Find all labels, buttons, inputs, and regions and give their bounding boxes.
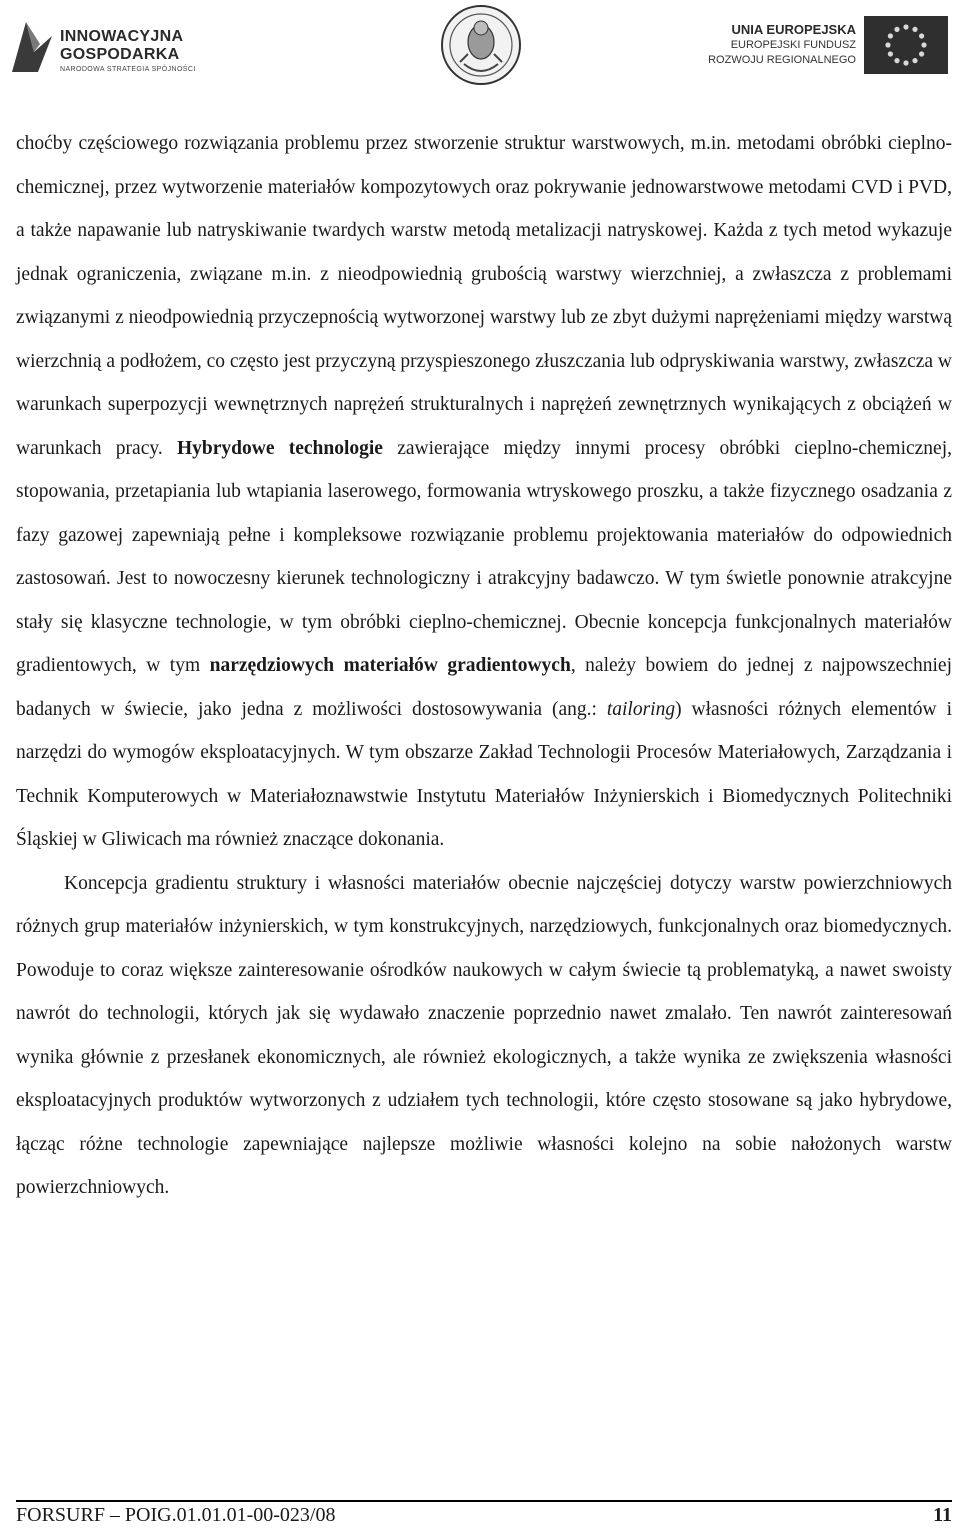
footer-divider	[16, 1500, 952, 1502]
paragraph-1-part-2: zawierające między innymi procesy obróbki cieplno-chemicznej, stopowania, przetapiania lub wtapiania laserowego, formowania wtryskowego proszku, a także fizycznego osadzania z fazy gazowej zapewniają pełne i kompleksowe rozwiązanie problemu projektowania materiałów do odpowiednich zastosowań. Jest to nowoczesny kierunek technologiczny i atrakcyjny badawczo. W tym świetle ponownie atrakcyjne stały się klasyczne technologie, w tym obróbki cieplno-chemicznej. Obecnie koncepcja funkcjonalnych materiałów gradientowych, w tym	[16, 437, 952, 676]
logo-right-line2: EUROPEJSKI FUNDUSZ	[730, 39, 856, 51]
paragraph-1-part-3: , należy bowiem do jednej z najpowszechniej badanych w świecie, jako jedna z możliwości dostosowywania (ang.:	[16, 655, 952, 720]
institution-seal-icon	[440, 4, 522, 86]
logo-left-line2: GOSPODARKA	[60, 46, 180, 63]
paragraph-1	[16, 122, 952, 862]
paragraph-2: Koncepcja gradientu struktury i własności materiałów obecnie najczęściej dotyczy warstw powierzchniowych różnych grup materiałów inżynierskich, w tym konstrukcyjnych, narzędziowych, funkcjonalnych oraz biomedycznych. Powoduje to coraz większe zainteresowanie ośrodków naukowych w całym świecie tą problematyką, a nawet swoisty nawrót do technologii, których jak się wydawało znaczenie poprzednio nawet zmalało. Ten nawrót zainteresowań wynika głównie z przesłanek ekonomicznych, ale również ekologicznych, a także wynika ze zwiększenia własności eksploatacyjnych produktów wytworzonych z udziałem tych technologii, które często stosowane są jako hybrydowe, łącząc różne technologie zapewniające najlepsze możliwie własności kolejno na sobie nałożonych warstw powierzchniowych.	[16, 872, 952, 1198]
logo-right-line1: UNIA EUROPEJSKA	[731, 22, 856, 37]
emphasis-tailoring: tailoring	[606, 698, 676, 720]
page-header	[0, 0, 960, 96]
logo-left-line3: NARODOWA STRATEGIA SPÓJNOŚCI	[60, 66, 196, 73]
logo-left-line1: INNOWACYJNA	[60, 28, 184, 45]
footer-project-reference: FORSURF – POIG.01.01.01-00-023/08	[16, 1504, 336, 1526]
innowacyjna-gospodarka-mark-icon	[12, 22, 52, 72]
emphasis-gradient-tool-materials: narzędziowych materiałów gradientowych	[209, 655, 571, 676]
paragraph-1-part-4: ) własności różnych elementów i narzędzi do wymogów eksploatacyjnych. W tym obszarze Zakład Technologii Procesów Materiałowych, Zarządzania i Technik Komputerowych w Materiałoznawstwie Instytutu Materiałów Inżynierskich i Biomedycznych Politechniki Śląskiej w Gliwicach ma również znaczące dokonania.	[16, 698, 952, 850]
innowacyjna-gospodarka-logo	[8, 14, 208, 78]
paragraph-1-part-1: choćby częściowego rozwiązania problemu przez stworzenie struktur warstwowych, m.in. metodami obróbki cieplno-chemicznej, przez wytworzenie materiałów kompozytowych oraz pokrywanie jednowarstwowe metodami CVD i PVD, a także napawanie lub natryskiwanie twardych warstw metodą metalizacji natryskowej. Każda z tych metod wykazuje jednak ograniczenia, związane m.in. z nieodpowiednią grubością warstwy wierzchniej, a zwłaszcza z problemami związanymi z nieodpowiednią przyczepnością wytworzonej warstwy lub ze zbyt dużymi naprężeniami między warstwą wierzchnią a podłożem, co często jest przyczyną przyspieszonego złuszczania lub odpryskiwania warstwy, zwłaszcza w warunkach superpozycji wewnętrznych naprężeń strukturalnych i naprężeń zewnętrznych wynikających z obciążeń w warunkach pracy.	[16, 133, 952, 459]
logo-right-line3: ROZWOJU REGIONALNEGO	[708, 54, 856, 66]
page-number: 11	[933, 1504, 952, 1526]
eu-flag-icon	[864, 16, 948, 74]
document-body	[16, 122, 952, 1210]
emphasis-hybrid-technologies: Hybrydowe technologie	[176, 437, 383, 459]
page-footer	[16, 1500, 952, 1526]
european-union-logo	[708, 14, 952, 78]
